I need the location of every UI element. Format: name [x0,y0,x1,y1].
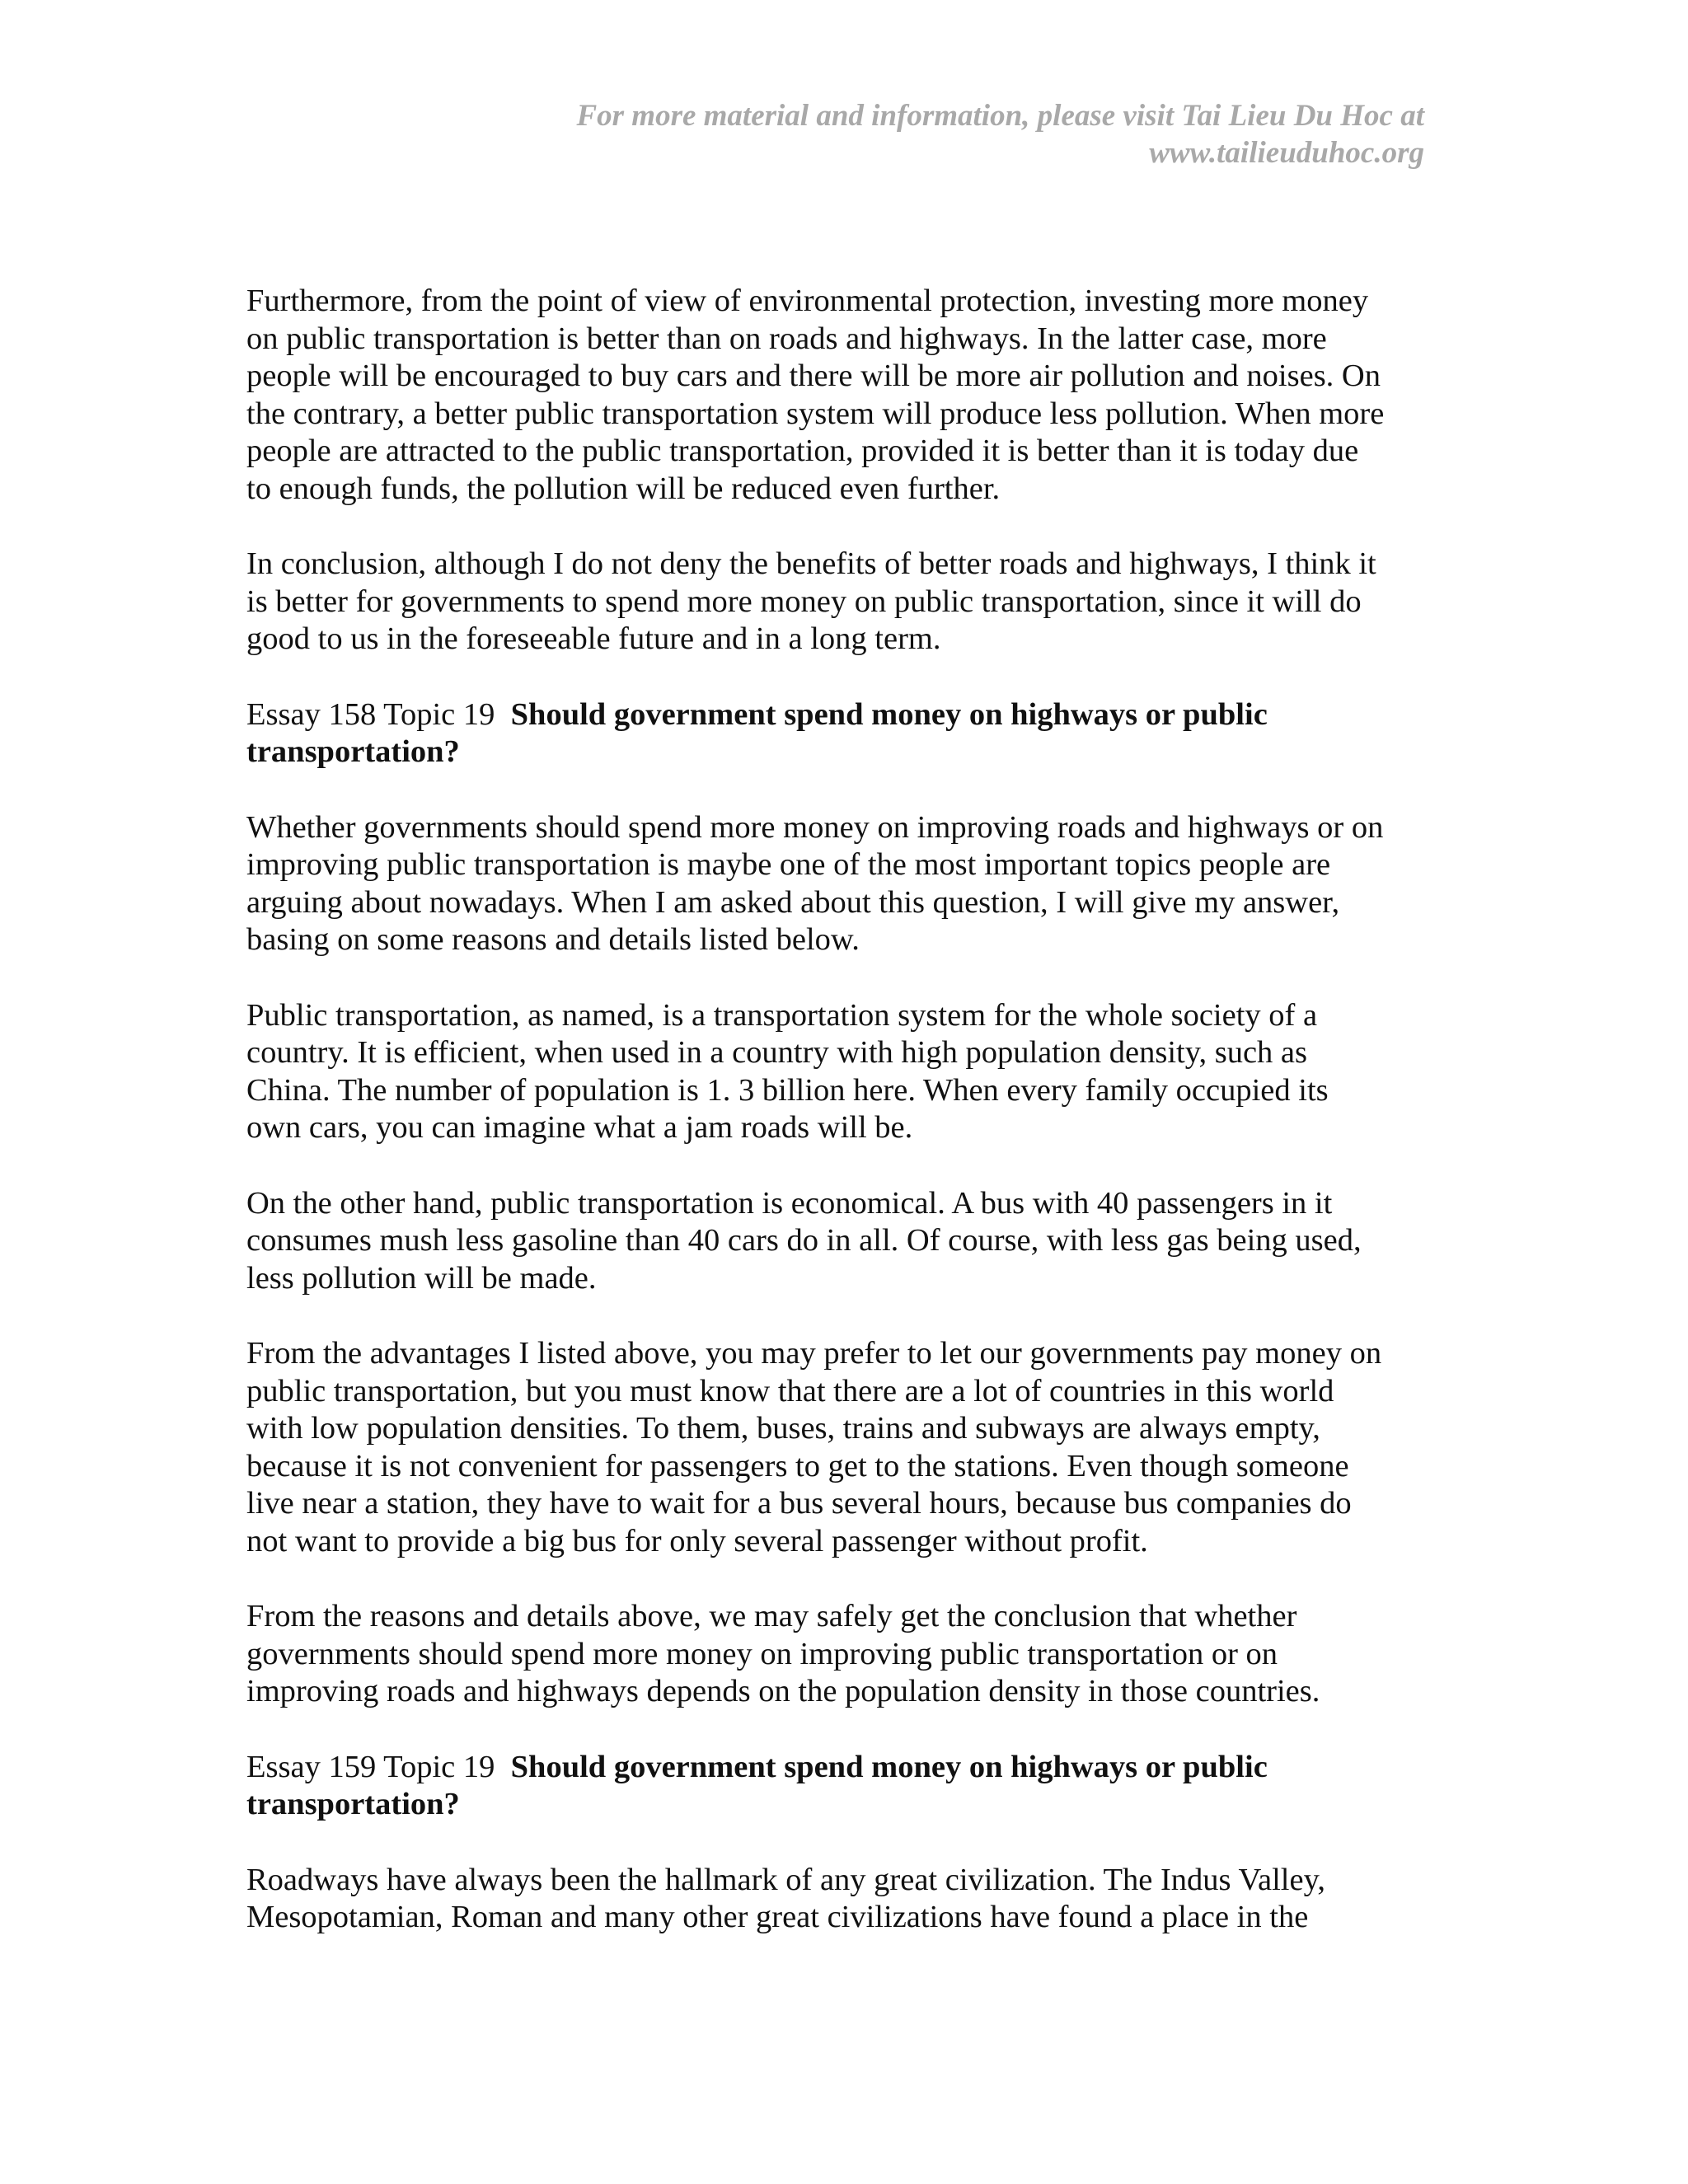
text-line: people will be encouraged to buy cars and there will be more air pollution and noises. On [246,359,1381,393]
page-header [270,97,1424,171]
essay-heading-line [246,696,1450,734]
essay-title-continued: transportation? [246,1787,460,1821]
paragraph [246,1862,1450,1937]
paragraph [246,1335,1450,1560]
essay-heading-line [246,1749,1450,1787]
text-line: own cars, you can imagine what a jam roads will be. [246,1110,913,1145]
text-line: good to us in the foreseeable future and in a long term. [246,621,941,656]
text-line: On the other hand, public transportation is economical. A bus with 40 passengers in it [246,1185,1333,1221]
header-line: For more material and information, please visit Tai Lieu Du Hoc at [576,99,1424,133]
text-line: public transportation, but you must know that there are a lot of countries in this world [246,1373,1334,1408]
essay-label: Essay 159 Topic 19 [246,1749,511,1784]
essay-label: Essay 158 Topic 19 [246,696,511,732]
text-line: the contrary, a better public transportation system will produce less pollution. When more [246,396,1385,431]
paragraph [246,1185,1450,1298]
text-line: basing on some reasons and details listed below. [246,922,860,957]
text-line: with low population densities. To them, buses, trains and subways are always empty, [246,1411,1320,1446]
text-line: Roadways have always been the hallmark of any great civilization. The Indus Valley, [246,1862,1325,1897]
essay-159-heading [246,1749,1450,1824]
essay-title: Should government spend money on highways or public [510,1749,1268,1784]
paragraph [246,997,1450,1147]
text-line: improving public transportation is maybe one of the most important topics people are [246,847,1331,882]
text-line: country. It is efficient, when used in a country with high population density, such as [246,1035,1308,1070]
paragraph [246,546,1450,658]
essay-title: Should government spend money on highways or public [510,696,1268,732]
text-line: From the reasons and details above, we may safely get the conclusion that whether [246,1599,1297,1633]
text-line: Public transportation, as named, is a transportation system for the whole society of a [246,997,1318,1033]
header-url: www.tailieuduhoc.org [1149,136,1424,170]
text-line: on public transportation is better than on roads and highways. In the latter case, more [246,321,1327,356]
text-line: improving roads and highways depends on the population density in those countries. [246,1674,1320,1708]
text-line: In conclusion, although I do not deny the benefits of better roads and highways, I think it [246,546,1376,581]
text-line: From the advantages I listed above, you may prefer to let our governments pay money on [246,1336,1382,1371]
text-line: to enough funds, the pollution will be reduced even further. [246,471,1001,506]
paragraph [246,283,1450,508]
paragraph [246,1598,1450,1711]
text-line: less pollution will be made. [246,1260,597,1296]
text-line: is better for governments to spend more money on public transportation, since it will do [246,583,1362,619]
paragraph [246,809,1450,959]
text-line: live near a station, they have to wait for a bus several hours, because bus companies do [246,1486,1352,1521]
text-line: arguing about nowadays. When I am asked about this question, I will give my answer, [246,884,1340,920]
text-line: Whether governments should spend more money on improving roads and highways or on [246,809,1384,845]
essay-title-continued: transportation? [246,734,460,769]
text-line: China. The number of population is 1. 3 billion here. When every family occupied its [246,1072,1329,1108]
document-body [246,283,1450,1975]
essay-158-heading [246,696,1450,771]
text-line: because it is not convenient for passengers to get to the stations. Even though someone [246,1448,1349,1483]
text-line: Mesopotamian, Roman and many other great civilizations have found a place in the [246,1900,1309,1934]
text-line: consumes mush less gasoline than 40 cars do in all. Of course, with less gas being used, [246,1223,1362,1258]
text-line: people are attracted to the public transportation, provided it is better than it is today due [246,434,1359,468]
text-line: not want to provide a big bus for only several passenger without profit. [246,1523,1148,1558]
text-line: governments should spend more money on improving public transportation or on [246,1636,1278,1671]
text-line: Furthermore, from the point of view of environmental protection, investing more money [246,284,1369,318]
